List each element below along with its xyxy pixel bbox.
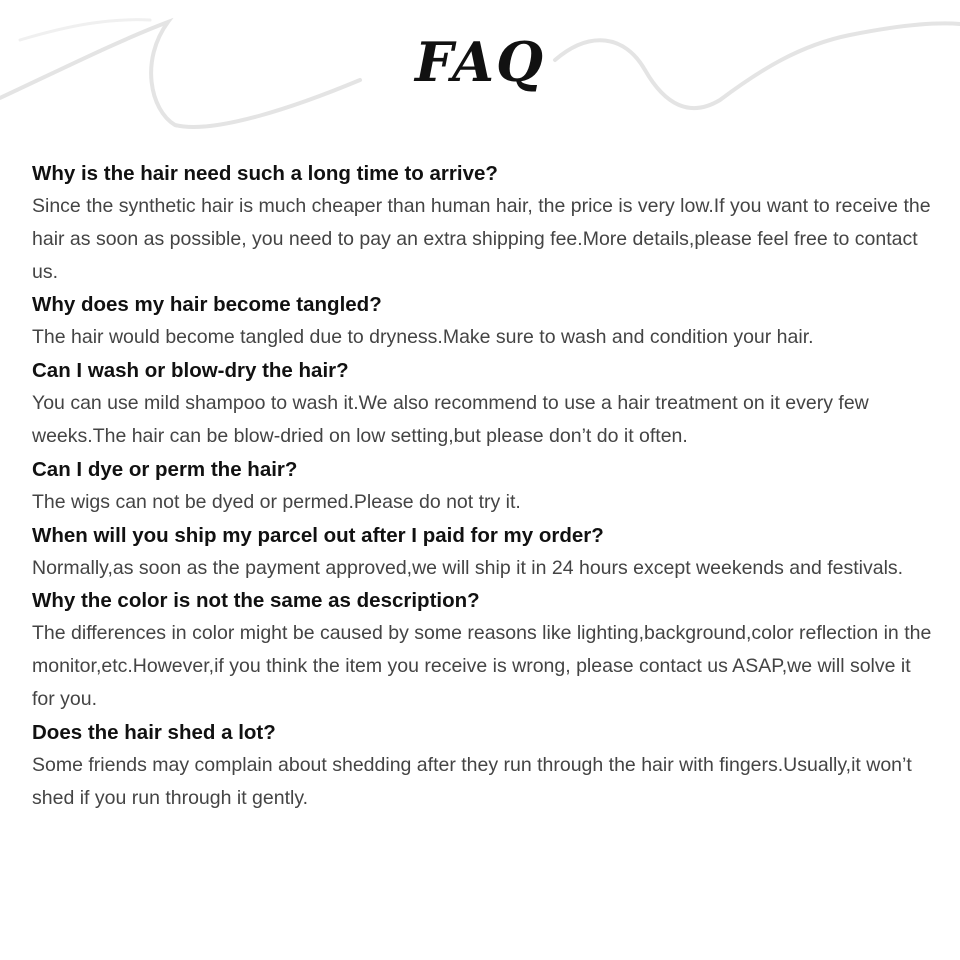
- faq-question: Why the color is not the same as description?: [32, 589, 480, 613]
- faq-answer: Since the synthetic hair is much cheaper than human hair, the price is very low.If you want to receive the hair as soon as possible, you need to pay an extra shipping fee.More details,please feel free to contact us.: [32, 195, 931, 283]
- faq-question: Does the hair shed a lot?: [32, 720, 276, 744]
- faq-item: [32, 716, 937, 815]
- faq-item: [32, 519, 937, 585]
- faq-item: [32, 288, 937, 354]
- faq-answer: You can use mild shampoo to wash it.We also recommend to use a hair treatment on it every few weeks.The hair can be blow-dried on low setting,but please don’t do it often.: [32, 392, 869, 447]
- faq-answer: The differences in color might be caused by some reasons like lighting,background,color reflection in the monitor,etc.However,if you think the item you receive is wrong, please contact us ASAP,we will solve it for you.: [32, 622, 932, 710]
- header-banner: [0, 0, 960, 150]
- faq-question: Can I dye or perm the hair?: [32, 457, 298, 481]
- faq-list: [32, 157, 937, 814]
- faq-answer: Normally,as soon as the payment approved,we will ship it in 24 hours except weekends and festivals.: [32, 556, 904, 579]
- faq-answer: The hair would become tangled due to dryness.Make sure to wash and condition your hair.: [32, 326, 814, 349]
- faq-item: [32, 453, 937, 519]
- faq-item: [32, 157, 937, 288]
- faq-question: Can I wash or blow-dry the hair?: [32, 359, 349, 383]
- faq-question: When will you ship my parcel out after I paid for my order?: [32, 523, 604, 547]
- faq-answer: Some friends may complain about shedding after they run through the hair with fingers.Usually,it won’t shed if you run through it gently.: [32, 753, 912, 809]
- page-title: FAQ: [414, 30, 546, 94]
- faq-answer: The wigs can not be dyed or permed.Please do not try it.: [32, 490, 521, 513]
- faq-question: Why does my hair become tangled?: [32, 293, 382, 317]
- faq-item: [32, 584, 937, 715]
- faq-item: [32, 354, 937, 453]
- faq-question: Why is the hair need such a long time to arrive?: [32, 162, 498, 185]
